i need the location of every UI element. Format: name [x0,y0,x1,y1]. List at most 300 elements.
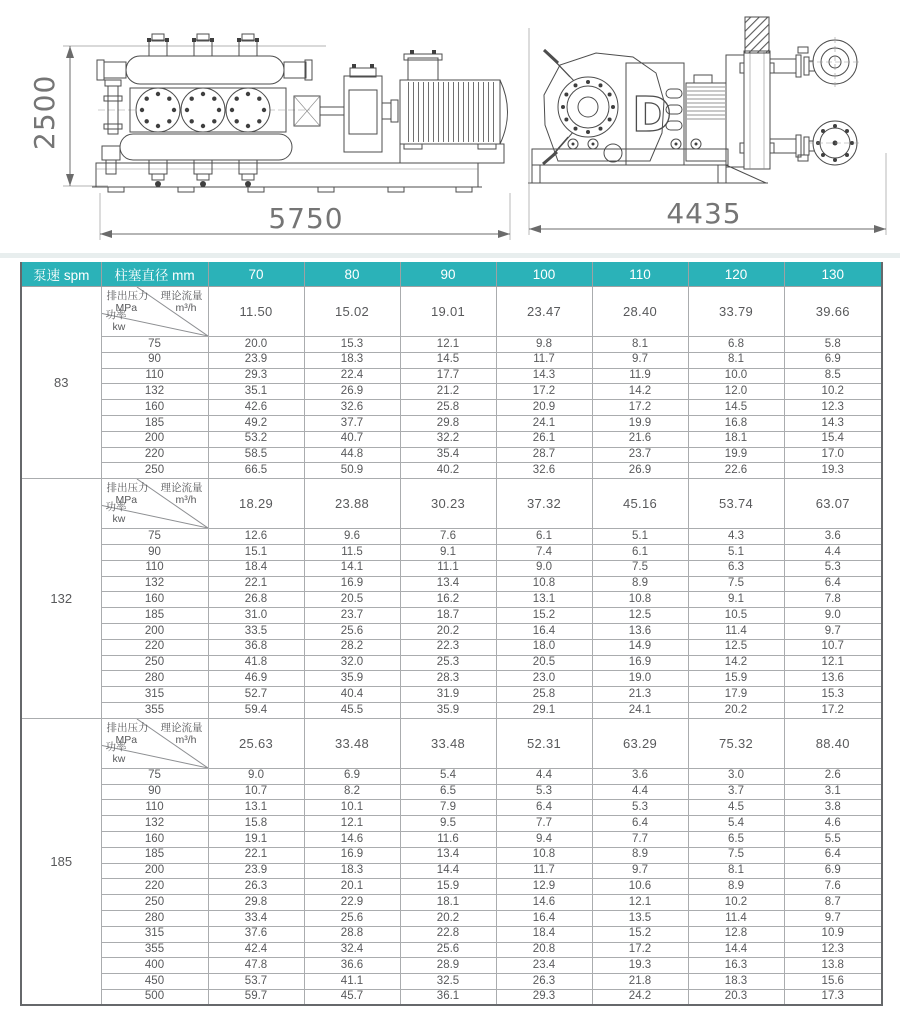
power-value-cell: 17.0 [784,447,882,463]
power-row [21,974,882,990]
power-value-cell: 13.6 [592,623,688,639]
power-value-cell: 11.9 [592,368,688,384]
power-row [21,784,882,800]
flow-header-row [21,479,882,529]
corner-legend-cell [101,718,208,768]
power-value-cell: 22.9 [304,895,400,911]
power-row [21,958,882,974]
power-value-cell: 3.6 [592,768,688,784]
power-value-cell: 28.7 [496,447,592,463]
power-value-cell: 16.9 [592,655,688,671]
power-value-cell: 8.2 [304,784,400,800]
power-value-cell: 6.5 [688,831,784,847]
power-value-cell: 17.2 [592,400,688,416]
standpipe [102,80,122,174]
power-value-cell: 5.3 [496,784,592,800]
power-value-cell: 2.6 [784,768,882,784]
power-value-cell: 11.5 [304,544,400,560]
flow-value-cell: 63.29 [592,718,688,768]
power-row [21,768,882,784]
power-value-cell: 40.4 [304,687,400,703]
power-value-cell: 18.3 [304,863,400,879]
flow-value-cell: 52.31 [496,718,592,768]
power-value-cell: 24.1 [496,415,592,431]
power-value-cell: 14.4 [688,942,784,958]
flow-value-cell: 33.79 [688,287,784,337]
power-value-cell: 47.8 [208,958,304,974]
power-value-cell: 11.4 [688,623,784,639]
power-kw-cell: 185 [101,847,208,863]
power-value-cell: 6.5 [400,784,496,800]
power-value-cell: 6.4 [592,816,688,832]
power-value-cell: 32.2 [400,431,496,447]
power-value-cell: 12.1 [592,895,688,911]
power-value-cell: 5.1 [592,529,688,545]
power-value-cell: 13.6 [784,671,882,687]
power-value-cell: 10.1 [304,800,400,816]
power-kw-cell: 450 [101,974,208,990]
power-kw-cell: 160 [101,592,208,608]
flow-value-cell: 45.16 [592,479,688,529]
power-value-cell: 53.2 [208,431,304,447]
power-row [21,910,882,926]
power-label: 功率 [105,308,127,321]
power-value-cell: 25.8 [400,400,496,416]
power-value-cell: 7.6 [400,529,496,545]
power-kw-cell: 220 [101,639,208,655]
power-value-cell: 16.4 [496,910,592,926]
power-row [21,592,882,608]
power-kw-cell: 355 [101,942,208,958]
power-value-cell: 9.1 [400,544,496,560]
drive-train [294,50,508,163]
power-value-cell: 29.8 [400,415,496,431]
power-kw-cell: 200 [101,863,208,879]
power-kw-cell: 220 [101,447,208,463]
power-value-cell: 19.1 [208,831,304,847]
power-value-cell: 18.3 [688,974,784,990]
width-dimension [100,193,510,240]
flow-value-cell: 28.40 [592,287,688,337]
power-kw-cell: 250 [101,655,208,671]
power-value-cell: 18.3 [304,352,400,368]
flow-value-cell: 88.40 [784,718,882,768]
power-value-cell: 50.9 [304,463,400,479]
theoretical-flow-unit: m³/h [175,494,197,507]
pump-speed-header: 泵速 spm [21,262,101,287]
power-value-cell: 24.1 [592,702,688,718]
lower-pipe [770,121,862,165]
power-value-cell: 35.9 [304,671,400,687]
discharge-pressure-unit: MPa [115,733,138,746]
power-value-cell: 14.2 [592,384,688,400]
power-value-cell: 31.0 [208,608,304,624]
power-value-cell: 5.3 [592,800,688,816]
power-row [21,831,882,847]
power-value-cell: 4.4 [496,768,592,784]
discharge-manifold [120,134,292,160]
power-value-cell: 23.7 [592,447,688,463]
power-value-cell: 41.8 [208,655,304,671]
power-kw-cell: 110 [101,368,208,384]
power-kw-cell: 280 [101,671,208,687]
table-header-row [21,262,882,287]
hatched-section [745,17,769,53]
power-kw-cell: 160 [101,400,208,416]
power-value-cell: 16.3 [688,958,784,974]
power-kw-cell: 280 [101,910,208,926]
power-value-cell: 5.1 [688,544,784,560]
power-value-cell: 14.4 [400,863,496,879]
power-row [21,623,882,639]
power-kw-cell: 110 [101,560,208,576]
power-label: 功率 [105,740,127,753]
power-value-cell: 15.8 [208,816,304,832]
flow-header-row [21,718,882,768]
power-row [21,879,882,895]
power-row [21,863,882,879]
power-row [21,655,882,671]
power-value-cell: 29.1 [496,702,592,718]
power-kw-cell: 250 [101,463,208,479]
power-value-cell: 12.9 [496,879,592,895]
power-value-cell: 20.2 [688,702,784,718]
power-value-cell: 7.5 [688,847,784,863]
power-row [21,400,882,416]
power-value-cell: 40.2 [400,463,496,479]
power-value-cell: 9.7 [592,352,688,368]
discharge-pressure-unit: MPa [115,302,138,314]
power-value-cell: 3.7 [688,784,784,800]
power-value-cell: 17.2 [592,942,688,958]
power-kw-cell: 75 [101,337,208,353]
power-value-cell: 19.9 [688,447,784,463]
power-value-cell: 9.0 [784,608,882,624]
power-value-cell: 18.0 [496,639,592,655]
power-value-cell: 8.9 [688,879,784,895]
width-dim-label: 4435 [666,197,742,230]
power-value-cell: 14.3 [496,368,592,384]
power-value-cell: 17.9 [688,687,784,703]
power-value-cell: 16.2 [400,592,496,608]
power-row [21,895,882,911]
power-value-cell: 12.1 [400,337,496,353]
coupling [382,103,391,119]
power-label: 功率 [105,501,127,514]
power-value-cell: 36.1 [400,989,496,1005]
power-value-cell: 35.4 [400,447,496,463]
flow-value-cell: 39.66 [784,287,882,337]
power-value-cell: 19.9 [592,415,688,431]
power-value-cell: 3.0 [688,768,784,784]
power-row [21,687,882,703]
diameter-col-header: 130 [784,262,882,287]
power-value-cell: 36.8 [208,639,304,655]
power-row [21,560,882,576]
corner-legend-cell [101,479,208,529]
power-value-cell: 6.3 [688,560,784,576]
power-value-cell: 6.1 [496,529,592,545]
power-value-cell: 9.8 [496,337,592,353]
power-value-cell: 23.9 [208,352,304,368]
power-value-cell: 6.9 [304,768,400,784]
power-value-cell: 15.9 [688,671,784,687]
power-value-cell: 8.1 [688,352,784,368]
power-value-cell: 9.6 [304,529,400,545]
power-value-cell: 37.7 [304,415,400,431]
power-value-cell: 32.0 [304,655,400,671]
power-row [21,847,882,863]
power-value-cell: 10.6 [592,879,688,895]
power-value-cell: 22.3 [400,639,496,655]
power-row [21,352,882,368]
power-value-cell: 10.7 [208,784,304,800]
plunger-diameter-header: 柱塞直径 mm [101,262,208,287]
theoretical-flow-unit: m³/h [175,302,197,314]
power-kw-cell: 200 [101,623,208,639]
power-value-cell: 12.3 [784,942,882,958]
power-value-cell: 10.7 [784,639,882,655]
power-value-cell: 10.8 [496,847,592,863]
flow-value-cell: 25.63 [208,718,304,768]
power-row [21,529,882,545]
height-dim-label: 2500 [28,74,61,150]
power-value-cell: 23.7 [304,608,400,624]
power-value-cell: 10.8 [496,576,592,592]
power-value-cell: 15.1 [208,544,304,560]
brand-logo: D [632,87,672,143]
baseplate [92,163,482,192]
power-value-cell: 17.7 [400,368,496,384]
power-value-cell: 7.9 [400,800,496,816]
valve-stacks-top [147,34,259,56]
power-value-cell: 4.4 [784,544,882,560]
power-value-cell: 6.4 [496,800,592,816]
power-value-cell: 12.5 [592,608,688,624]
power-value-cell: 18.4 [208,560,304,576]
power-value-cell: 42.4 [208,942,304,958]
power-kw-cell: 90 [101,544,208,560]
power-value-cell: 44.8 [304,447,400,463]
power-value-cell: 15.2 [592,926,688,942]
power-value-cell: 3.6 [784,529,882,545]
pump-speed-cell: 185 [21,718,101,1005]
power-row [21,671,882,687]
power-value-cell: 12.3 [784,400,882,416]
power-value-cell: 40.7 [304,431,400,447]
power-value-cell: 18.4 [496,926,592,942]
flow-value-cell: 30.23 [400,479,496,529]
power-value-cell: 14.1 [304,560,400,576]
flow-value-cell: 53.74 [688,479,784,529]
motor [686,75,726,161]
discharge-column [726,17,774,169]
power-value-cell: 13.1 [208,800,304,816]
diameter-col-header: 120 [688,262,784,287]
power-value-cell: 6.4 [784,576,882,592]
power-value-cell: 12.1 [784,655,882,671]
power-value-cell: 9.7 [784,910,882,926]
power-value-cell: 33.4 [208,910,304,926]
power-value-cell: 28.8 [304,926,400,942]
flow-value-cell: 37.32 [496,479,592,529]
power-value-cell: 52.7 [208,687,304,703]
power-value-cell: 28.9 [400,958,496,974]
power-value-cell: 11.4 [688,910,784,926]
power-value-cell: 58.5 [208,447,304,463]
diameter-col-header: 70 [208,262,304,287]
power-value-cell: 15.2 [496,608,592,624]
power-value-cell: 18.1 [688,431,784,447]
power-value-cell: 20.9 [496,400,592,416]
power-value-cell: 59.4 [208,702,304,718]
power-value-cell: 13.5 [592,910,688,926]
power-value-cell: 7.4 [496,544,592,560]
power-value-cell: 19.3 [784,463,882,479]
discharge-pressure-unit: MPa [115,494,138,507]
power-value-cell: 32.5 [400,974,496,990]
power-value-cell: 10.9 [784,926,882,942]
power-kw-cell: 315 [101,687,208,703]
power-value-cell: 66.5 [208,463,304,479]
power-value-cell: 37.6 [208,926,304,942]
power-value-cell: 26.1 [496,431,592,447]
power-value-cell: 10.8 [592,592,688,608]
flow-header-row [21,287,882,337]
power-value-cell: 13.4 [400,576,496,592]
power-kw-cell: 250 [101,895,208,911]
power-value-cell: 20.2 [400,910,496,926]
power-value-cell: 9.0 [496,560,592,576]
power-value-cell: 8.9 [592,576,688,592]
power-kw-cell: 132 [101,576,208,592]
power-value-cell: 35.1 [208,384,304,400]
power-value-cell: 13.1 [496,592,592,608]
power-value-cell: 8.5 [784,368,882,384]
power-value-cell: 12.0 [688,384,784,400]
valve-stacks-bottom [149,160,257,187]
power-value-cell: 8.7 [784,895,882,911]
power-value-cell: 3.1 [784,784,882,800]
power-value-cell: 29.8 [208,895,304,911]
power-value-cell: 35.9 [400,702,496,718]
power-value-cell: 11.7 [496,352,592,368]
power-value-cell: 9.7 [784,623,882,639]
power-value-cell: 16.8 [688,415,784,431]
power-value-cell: 20.1 [304,879,400,895]
section-divider-band [0,253,900,258]
power-value-cell: 53.7 [208,974,304,990]
power-kw-cell: 110 [101,800,208,816]
power-value-cell: 25.6 [304,910,400,926]
power-value-cell: 3.8 [784,800,882,816]
power-value-cell: 14.6 [304,831,400,847]
power-value-cell: 9.7 [592,863,688,879]
power-value-cell: 7.8 [784,592,882,608]
power-value-cell: 17.2 [784,702,882,718]
power-value-cell: 14.3 [784,415,882,431]
flow-value-cell: 23.88 [304,479,400,529]
power-row [21,431,882,447]
power-row [21,463,882,479]
power-kw-cell: 160 [101,831,208,847]
power-row [21,800,882,816]
power-value-cell: 22.1 [208,847,304,863]
power-value-cell: 23.4 [496,958,592,974]
power-value-cell: 5.8 [784,337,882,353]
width-dim-label: 5750 [268,202,344,235]
power-value-cell: 21.6 [592,431,688,447]
power-value-cell: 14.9 [592,639,688,655]
power-value-cell: 9.4 [496,831,592,847]
diameter-col-header: 110 [592,262,688,287]
power-value-cell: 14.2 [688,655,784,671]
power-value-cell: 20.2 [400,623,496,639]
flow-value-cell: 33.48 [400,718,496,768]
power-row [21,384,882,400]
pump-side-view-drawing [8,8,513,251]
power-kw-cell: 75 [101,529,208,545]
discharge-pressure-label: 排出压力 [106,721,149,734]
power-unit: kw [112,513,126,526]
flow-value-cell: 15.02 [304,287,400,337]
power-value-cell: 46.9 [208,671,304,687]
power-value-cell: 23.9 [208,863,304,879]
power-value-cell: 32.6 [304,400,400,416]
power-value-cell: 5.4 [688,816,784,832]
power-value-cell: 32.4 [304,942,400,958]
pump-speed-cell: 83 [21,287,101,479]
flow-value-cell: 63.07 [784,479,882,529]
power-value-cell: 26.3 [208,879,304,895]
power-value-cell: 15.6 [784,974,882,990]
pump-speed-cell: 132 [21,479,101,719]
upper-pipe [770,37,862,87]
power-value-cell: 20.5 [496,655,592,671]
power-value-cell: 4.4 [592,784,688,800]
power-value-cell: 21.8 [592,974,688,990]
power-value-cell: 9.1 [688,592,784,608]
power-value-cell: 6.4 [784,847,882,863]
power-value-cell: 25.3 [400,655,496,671]
power-value-cell: 20.0 [208,337,304,353]
power-unit: kw [112,752,126,765]
power-value-cell: 45.7 [304,989,400,1005]
power-value-cell: 6.9 [784,863,882,879]
power-kw-cell: 185 [101,608,208,624]
power-row [21,608,882,624]
power-value-cell: 11.1 [400,560,496,576]
power-value-cell: 14.5 [688,400,784,416]
power-row [21,989,882,1005]
power-value-cell: 41.1 [304,974,400,990]
power-value-cell: 10.2 [784,384,882,400]
power-value-cell: 13.8 [784,958,882,974]
power-value-cell: 18.1 [400,895,496,911]
power-value-cell: 15.3 [304,337,400,353]
power-value-cell: 32.6 [496,463,592,479]
power-row [21,368,882,384]
power-value-cell: 29.3 [208,368,304,384]
power-value-cell: 28.3 [400,671,496,687]
power-value-cell: 11.7 [496,863,592,879]
power-value-cell: 15.4 [784,431,882,447]
power-value-cell: 22.4 [304,368,400,384]
power-value-cell: 33.5 [208,623,304,639]
power-value-cell: 6.1 [592,544,688,560]
flow-value-cell: 19.01 [400,287,496,337]
power-value-cell: 28.2 [304,639,400,655]
